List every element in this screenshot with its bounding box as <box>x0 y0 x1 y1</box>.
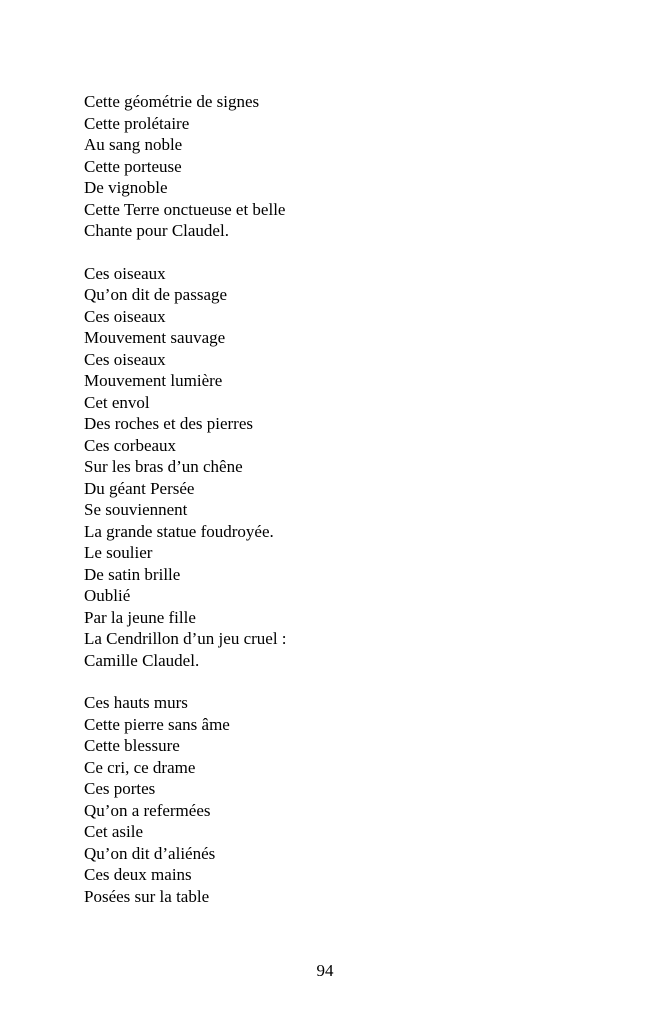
poem-line: Cette prolétaire <box>84 113 190 133</box>
poem-line: Posées sur la table <box>84 886 210 906</box>
poem-line: Au sang noble <box>84 135 183 154</box>
page-number: 94 <box>316 961 334 980</box>
poem-line: Ce cri, ce drame <box>84 757 196 777</box>
poem-line: Ces oiseaux <box>84 263 166 283</box>
poem-line: Chante pour Claudel. <box>84 221 229 240</box>
poem-line: De satin brille <box>84 564 181 584</box>
poem-line: Cette blessure <box>84 736 180 755</box>
poem-line: Par la jeune fille <box>84 607 196 627</box>
poem-body <box>84 91 604 928</box>
poem-line: La Cendrillon d’un jeu cruel : <box>84 629 287 648</box>
poem-line: Mouvement lumière <box>84 371 223 390</box>
stanza-1 <box>84 91 604 242</box>
poem-line: De vignoble <box>84 178 168 197</box>
poem-line: Camille Claudel. <box>84 650 200 670</box>
poem-line: Des roches et des pierres <box>84 414 253 433</box>
poem-line: Se souviennent <box>84 500 188 519</box>
poem-line: Ces deux mains <box>84 865 192 884</box>
poem-line: Ces oiseaux <box>84 306 166 326</box>
stanza-2 <box>84 263 604 672</box>
poem-line: Le soulier <box>84 543 153 562</box>
poem-line: Sur les bras d’un chêne <box>84 457 243 476</box>
poem-line: Cette géométrie de signes <box>84 92 260 111</box>
poem-line: Cet asile <box>84 822 144 841</box>
poem-line: Qu’on a refermées <box>84 800 211 820</box>
poem-line: Ces portes <box>84 779 156 798</box>
poem-line: La grande statue foudroyée. <box>84 521 274 541</box>
poem-line: Cet envol <box>84 392 150 412</box>
poem-line: Oublié <box>84 586 131 605</box>
poem-line: Qu’on dit d’aliénés <box>84 843 216 863</box>
poem-line: Cette porteuse <box>84 156 182 176</box>
poem-line: Cette pierre sans âme <box>84 714 230 734</box>
stanza-3 <box>84 692 604 907</box>
poem-line: Ces oiseaux <box>84 349 166 369</box>
poem-line: Du géant Persée <box>84 478 195 498</box>
poem-line: Ces corbeaux <box>84 435 177 455</box>
poem-line: Qu’on dit de passage <box>84 285 228 304</box>
poem-line: Ces hauts murs <box>84 693 188 712</box>
poem-line: Mouvement sauvage <box>84 328 226 347</box>
poem-line: Cette Terre onctueuse et belle <box>84 199 286 219</box>
